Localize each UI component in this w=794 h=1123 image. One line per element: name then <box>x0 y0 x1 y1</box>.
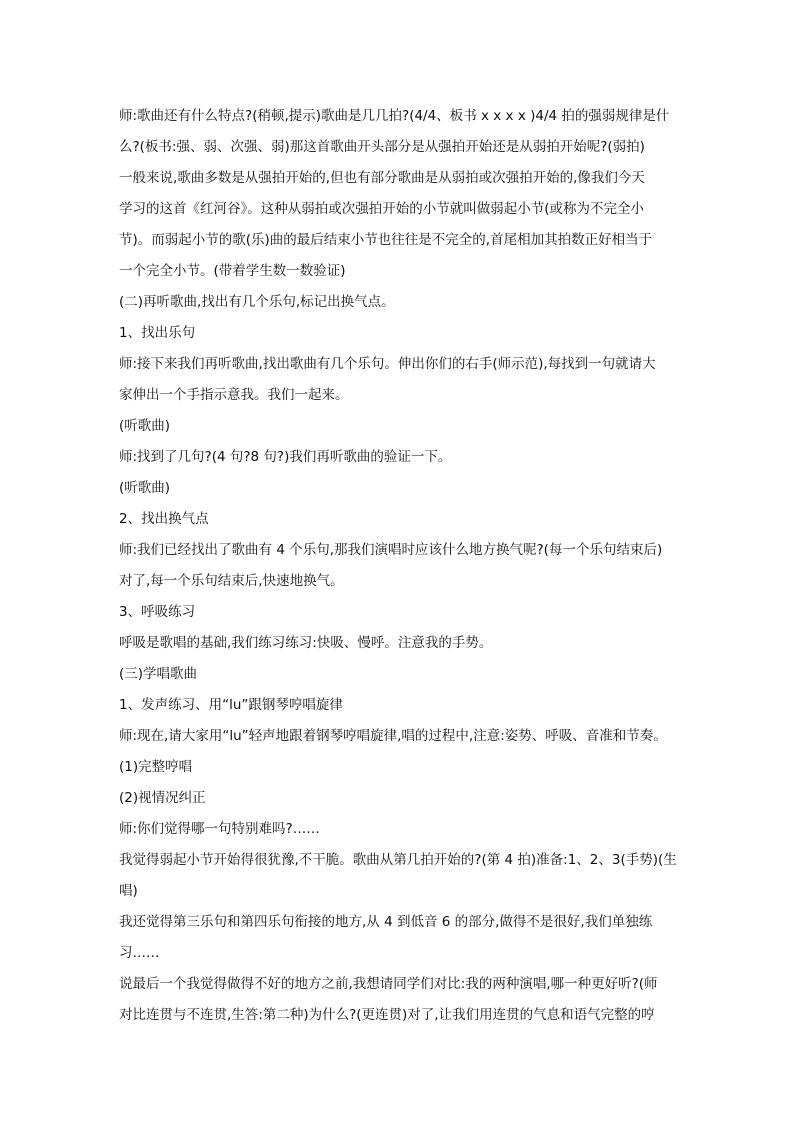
text-line: 呼吸是歌唱的基础,我们练习练习:快吸、慢呼。注意我的手势。 <box>119 635 493 651</box>
text-line: (听歌曲) <box>119 480 171 496</box>
text-line: 习…… <box>119 945 160 961</box>
text-line: 学习的这首《红河谷》。这种从弱拍或次强拍开始的小节就叫做弱起小节(或称为不完全小 <box>119 201 645 217</box>
document-body <box>119 101 684 1031</box>
text-line: 师:歌曲还有什么特点?(稍顿,提示)歌曲是几几拍?(4/4、板书 x x x x )4/4 拍的强弱规律是什 <box>119 108 670 124</box>
text-line: (2)视情况纠正 <box>119 790 206 806</box>
text-line: 师:现在,请大家用“lu”轻声地跟着钢琴哼唱旋律,唱的过程中,注意:姿势、呼吸、音准和节奏。 <box>119 728 667 744</box>
text-line: 我觉得弱起小节开始得很犹豫,不干脆。歌曲从第几拍开始的?(第 4 拍)准备:1、2、3(手势)(生 <box>119 852 677 868</box>
section-heading: (三)学唱歌曲 <box>119 666 198 682</box>
text-line: 一般来说,歌曲多数是从强拍开始的,但也有部分歌曲是从弱拍或次强拍开始的,像我们今天 <box>119 170 645 186</box>
sub-heading: 1、找出乐句 <box>119 325 196 341</box>
text-line: 我还觉得第三乐句和第四乐句衔接的地方,从 4 到低音 6 的部分,做得不是很好,我们单独练 <box>119 914 653 930</box>
section-heading: (二)再听歌曲,找出有几个乐句,标记出换气点。 <box>119 294 395 310</box>
text-line: 节)。而弱起小节的歌(乐)曲的最后结束小节也往往是不完全的,首尾相加其拍数正好相当于 <box>119 232 653 248</box>
text-line: 师:你们觉得哪一句特别难吗?…… <box>119 821 320 837</box>
text-line: 师:我们已经找出了歌曲有 4 个乐句,那我们演唱时应该什么地方换气呢?(每一个乐句结束后) <box>119 542 663 558</box>
text-line: 家伸出一个手指示意我。我们一起来。 <box>119 387 349 403</box>
text-line: 师:找到了几句?(4 句?8 句?)我们再听歌曲的验证一下。 <box>119 449 452 465</box>
sub-heading: 3、呼吸练习 <box>119 604 196 620</box>
sub-heading: 1、发声练习、用“lu”跟钢琴哼唱旋律 <box>119 697 343 713</box>
text-line: 对比连贯与不连贯,生答:第二种)为什么?(更连贯)对了,让我们用连贯的气息和语气完整的哼 <box>119 1007 655 1023</box>
text-line: (听歌曲) <box>119 418 171 434</box>
text-line: 一个完全小节。(带着学生数一数验证) <box>119 263 346 279</box>
text-line: 师:接下来我们再听歌曲,找出歌曲有几个乐句。伸出你们的右手(师示范),每找到一句就请大 <box>119 356 656 372</box>
text-line: 说最后一个我觉得做得不好的地方之前,我想请同学们对比:我的两种演唱,哪一种更好听?(师 <box>119 976 658 992</box>
text-line: 唱) <box>119 883 138 899</box>
text-line: 么?(板书:强、弱、次强、弱)那这首歌曲开头部分是从强拍开始还是从弱拍开始呢?(弱拍) <box>119 139 645 155</box>
text-line: (1)完整哼唱 <box>119 759 193 775</box>
sub-heading: 2、找出换气点 <box>119 511 209 527</box>
text-line: 对了,每一个乐句结束后,快速地换气。 <box>119 573 344 589</box>
